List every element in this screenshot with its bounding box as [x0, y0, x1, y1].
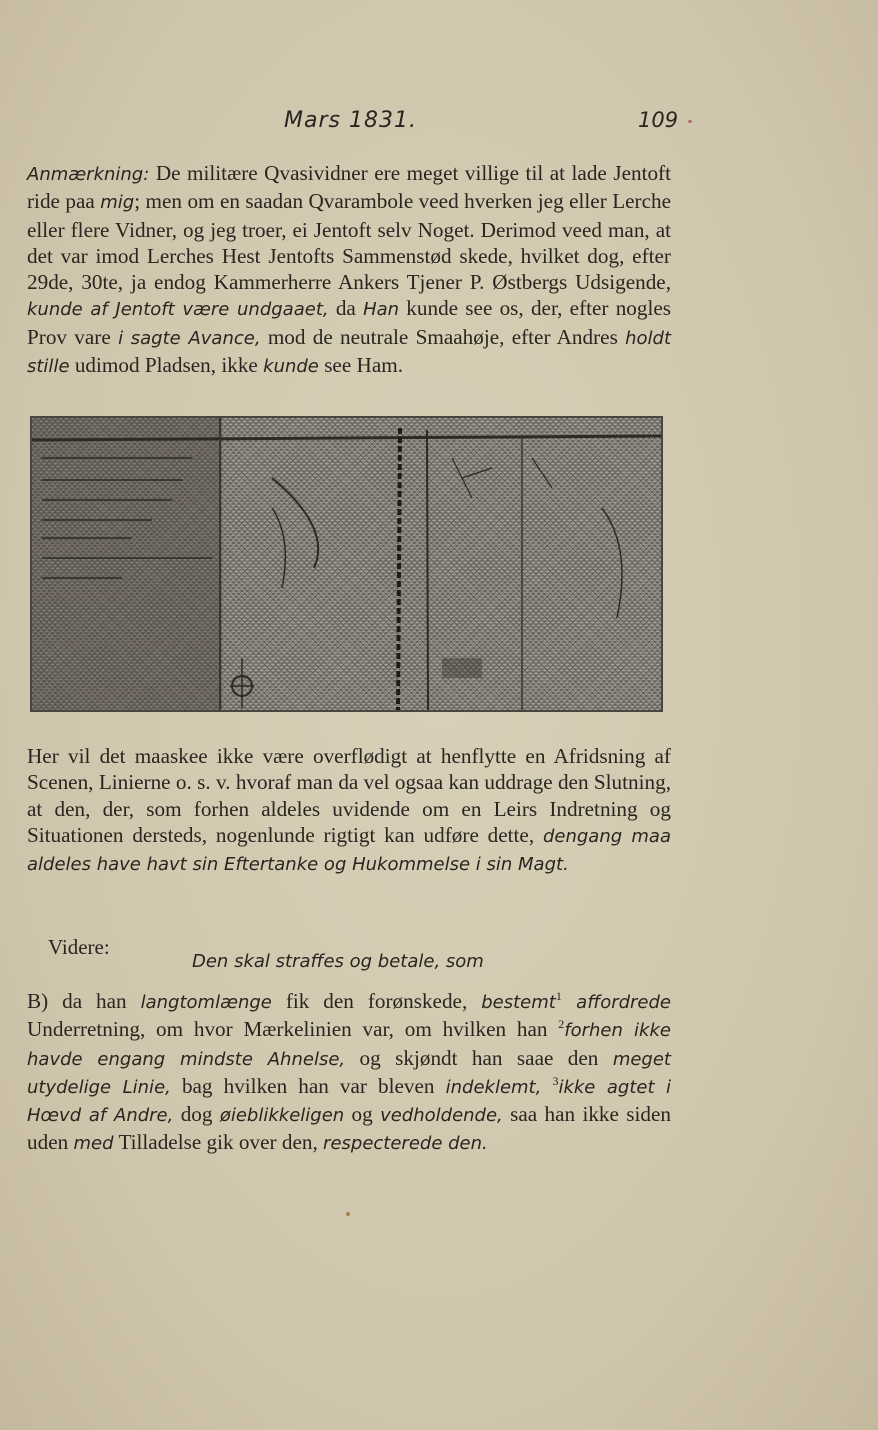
emphasis: øieblikkeligen: [219, 1105, 345, 1127]
emphasis: ikke agtet i Hœvd af Andre,: [27, 1076, 672, 1127]
emphasis: affordrede: [561, 992, 672, 1013]
footnote-mark: 1: [555, 988, 562, 1003]
emphasis: dengang maa aldeles have havt sin Eftertanke og Hukommelse i sin Magt.: [27, 825, 671, 876]
note-lead: Anmærkning:: [27, 164, 150, 185]
text-run: Her vil det maaskee ikke være overflødigt at henflytte en Afridsning af Scenen, Linierne o. s. v. hvoraf man da vel ogsaa kan uddrage den Slutning, at den, der, som forhen aldeles uvidende om en Leirs Indretning og Situationen dersteds, nogenlunde rigtigt kan udføre dette,: [27, 744, 671, 847]
text-run: og skjøndt han saae den: [345, 1045, 613, 1070]
manuscript-sketch: [32, 418, 661, 710]
text-run: mod de neutrale Smaahøje, efter Andres: [260, 324, 626, 349]
manuscript-map-image: [30, 416, 663, 712]
text-run: ; men om en saadan Qvarambole veed hverken jeg eller Lerche eller flere Vidner, og jeg troer, ei Jentoft selv Noget. Derimod veed man, at det var imod Lerches Hest Jentofts Sammenstød skede, hvilket dog, efter 29de, 30te, ja endog Kammerherre Ankers Tjener P. Østbergs Udsigende,: [27, 189, 672, 295]
paragraph-b: [27, 988, 671, 1158]
footnote-mark: 2: [558, 1017, 565, 1032]
emphasis: langtomlænge: [140, 992, 272, 1013]
text-run: dog: [173, 1102, 220, 1127]
text-run: De militære Qvasividner ere meget villige til at lade Jentoft ride paa: [27, 161, 671, 214]
ink-speck: [688, 120, 692, 123]
emphasis: kunde: [263, 356, 319, 378]
videre-label: Videre:: [48, 935, 110, 959]
emphasis: respecterede den.: [323, 1133, 488, 1155]
text-run: bag hvilken han var bleven: [170, 1073, 446, 1098]
text-run: saa han ikke siden uden: [27, 1102, 671, 1155]
running-head: [0, 108, 878, 138]
emphasis: kunde af Jentoft være undgaaet,: [27, 299, 329, 321]
text-run: da: [328, 296, 364, 321]
videre-text: Den skal straffes og betale, som: [192, 951, 484, 972]
paragraph-afridsning: [27, 743, 671, 878]
text-run: og: [344, 1102, 381, 1127]
running-title: Mars 1831.: [284, 108, 417, 133]
text-run: Tilladelse gik over den,: [113, 1130, 324, 1155]
text-run: kunde see os, der, efter nogles Prov vare: [27, 296, 672, 349]
emphasis: forhen ikke havde engang mindste Ahnelse,: [27, 1020, 671, 1070]
ink-speck: [346, 1212, 350, 1216]
emphasis: meget utydelige Linie,: [27, 1048, 671, 1098]
paragraph-anmaerkning: [27, 160, 671, 380]
text-run: B) da han: [27, 989, 141, 1013]
text-run: [541, 1074, 552, 1098]
emphasis: bestemt: [481, 992, 556, 1013]
emphasis: mig: [100, 192, 135, 214]
emphasis: i sagte Avance,: [118, 327, 261, 349]
videre-line: [0, 935, 878, 975]
emphasis: indeklemt,: [445, 1076, 542, 1098]
page-number: 109: [638, 108, 679, 132]
emphasis: med: [73, 1133, 114, 1155]
text-run: Underretning, om hvor Mærkelinien var, om hvilken han: [27, 1017, 559, 1042]
text-run: udimod Pladsen, ikke: [69, 353, 264, 378]
emphasis: holdt stille: [27, 327, 672, 378]
text-run: fik den forønskede,: [271, 989, 482, 1013]
text-run: see Ham.: [318, 353, 404, 378]
emphasis: vedholdende,: [380, 1105, 503, 1127]
footnote-mark: 3: [552, 1073, 559, 1088]
emphasis: Han: [363, 299, 400, 321]
